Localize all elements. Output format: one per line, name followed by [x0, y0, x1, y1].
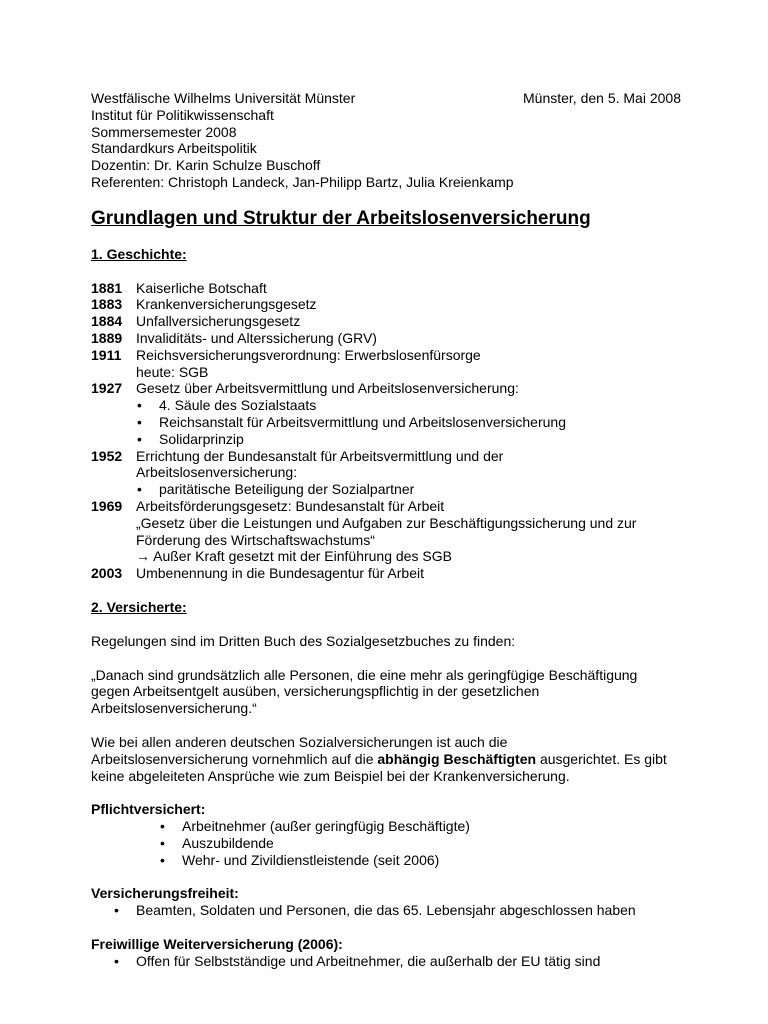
presenters: Referenten: Christoph Landeck, Jan-Philipp Bartz, Julia Kreienkamp: [91, 173, 514, 190]
paragraph-line: Wie bei allen anderen deutschen Sozialversicherungen ist auch die: [91, 733, 508, 750]
text-span: ausgerichtet. Es gibt: [536, 750, 667, 767]
lecturer: Dozentin: Dr. Karin Schulze Buschoff: [91, 157, 321, 174]
history-year: 1883: [91, 296, 123, 313]
history-bullets: [91, 397, 681, 447]
history-row: [91, 330, 681, 347]
institute-name: Institut für Politikwissenschaft: [91, 106, 274, 123]
text-span: Arbeitslosenversicherung vornehmlich auf die: [91, 750, 378, 767]
quote-line: gegen Arbeitsentgelt ausüben, versicherungspflichtig in der gesetzlichen: [91, 683, 540, 700]
place-date: Münster, den 5. Mai 2008: [523, 90, 681, 106]
history-text: Umbenennung in die Bundesagentur für Arbeit: [136, 565, 424, 582]
subheading-versicherungsfreiheit: Versicherungsfreiheit:: [91, 885, 239, 902]
history-row: [91, 296, 681, 313]
history-year: 1952: [91, 447, 123, 464]
list-item: • paritätische Beteiligung der Sozialpartner: [159, 481, 681, 498]
history-text: Arbeitsförderungsgesetz: Bundesanstalt für Arbeit: [136, 497, 445, 514]
history-year: 1889: [91, 329, 123, 346]
freiheit-list: [91, 902, 681, 919]
history-text: Invaliditäts- und Alterssicherung (GRV): [136, 329, 377, 346]
history-year: 1884: [91, 313, 123, 330]
document-page: [91, 90, 681, 970]
history-continuation: heute: SGB: [136, 363, 209, 380]
list-item: • Wehr- und Zivildienstleistende (seit 2006): [182, 852, 681, 869]
history-list: [91, 280, 681, 582]
history-row: [91, 448, 681, 465]
section-heading-geschichte: 1. Geschichte:: [91, 245, 187, 262]
list-item: • Reichsanstalt für Arbeitsvermittlung und Arbeitslosenversicherung: [159, 414, 681, 431]
history-text: Errichtung der Bundesanstalt für Arbeitsvermittlung und der: [136, 447, 504, 464]
history-bullets: [91, 481, 681, 498]
university-name: Westfälische Wilhelms Universität Münster: [91, 90, 356, 106]
history-row: [91, 280, 681, 297]
list-item: • Arbeitnehmer (außer geringfügig Beschäftigte): [182, 818, 681, 835]
list-item: • Offen für Selbstständige und Arbeitnehmer, die außerhalb der EU tätig sind: [136, 953, 681, 970]
history-row: [91, 347, 681, 364]
history-text: Unfallversicherungsgesetz: [136, 313, 301, 330]
course-name: Standardkurs Arbeitspolitik: [91, 140, 257, 157]
history-quote: Förderung des Wirtschaftswachstums“: [136, 531, 375, 548]
history-row: [91, 313, 681, 330]
emphasis-text: abhängig Beschäftigten: [377, 750, 537, 767]
subheading-pflichtversichert: Pflichtversichert:: [91, 801, 206, 818]
history-text: Gesetz über Arbeitsvermittlung und Arbeitslosenversicherung:: [136, 380, 519, 397]
history-year: 1927: [91, 380, 123, 397]
history-arrow-note: → Außer Kraft gesetzt mit der Einführung des SGB: [136, 548, 452, 565]
header-row: [91, 90, 681, 107]
history-text: Krankenversicherungsgesetz: [136, 296, 317, 313]
list-item: • Auszubildende: [182, 835, 681, 852]
list-item: • Beamten, Soldaten und Personen, die das 65. Lebensjahr abgeschlossen haben: [136, 902, 681, 919]
paragraph-line: keine abgeleiteten Ansprüche wie zum Beispiel bei der Krankenversicherung.: [91, 767, 570, 784]
list-item: • 4. Säule des Sozialstaats: [159, 397, 681, 414]
section-heading-versicherte: 2. Versicherte:: [91, 598, 187, 615]
quote-line: „Danach sind grundsätzlich alle Personen, die eine mehr als geringfügige Beschäftigung: [91, 666, 638, 683]
history-row: [91, 498, 681, 515]
quote-line: Arbeitslosenversicherung.“: [91, 700, 257, 717]
history-row: [91, 380, 681, 397]
subheading-freiwillige-weiterversicherung: Freiwillige Weiterversicherung (2006):: [91, 936, 343, 953]
pflicht-list: [91, 818, 681, 868]
paragraph-line: [91, 751, 681, 768]
list-item: • Solidarprinzip: [159, 431, 681, 448]
freiwillig-list: [91, 953, 681, 970]
paragraph: Regelungen sind im Dritten Buch des Sozialgesetzbuches zu finden:: [91, 632, 516, 649]
history-year: 1881: [91, 279, 123, 296]
history-text: Reichsversicherungsverordnung: Erwerbslosenfürsorge: [136, 346, 481, 363]
history-year: 1911: [91, 346, 122, 363]
history-row: [91, 565, 681, 582]
document-title: Grundlagen und Struktur der Arbeitslosenversicherung: [91, 207, 591, 229]
history-continuation: Arbeitslosenversicherung:: [136, 464, 298, 481]
history-text: Kaiserliche Botschaft: [136, 279, 267, 296]
history-year: 2003: [91, 565, 123, 582]
history-quote: „Gesetz über die Leistungen und Aufgaben zur Beschäftigungssicherung und zur: [136, 514, 637, 531]
history-year: 1969: [91, 497, 123, 514]
semester: Sommersemester 2008: [91, 123, 237, 140]
